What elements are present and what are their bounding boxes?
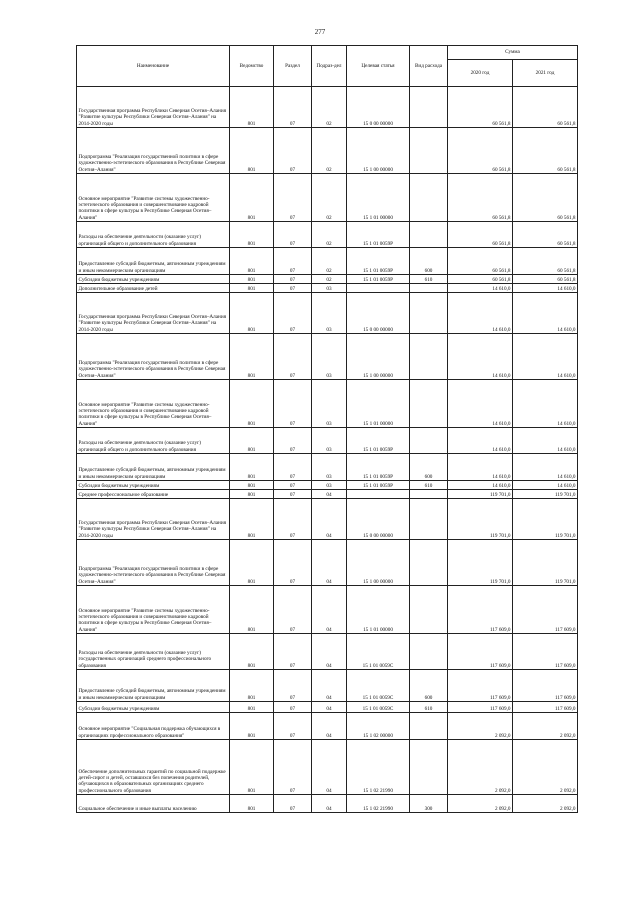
table-row [77,248,578,275]
cell-subsection: 02 [312,87,347,128]
cell-subsection: 04 [312,740,347,795]
cell-section: 07 [274,670,312,702]
cell-expense-type: 610 [410,702,448,713]
cell-department: 801 [230,670,274,702]
cell-expense-type [410,586,448,634]
table-header [77,46,578,87]
cell-amount-2021: 14 610,0 [513,454,578,481]
cell-expense-type [410,284,448,293]
cell-amount-2020: 14 610,0 [448,481,513,490]
cell-section: 07 [274,87,312,128]
cell-name: Социальное обеспечение и иные выплаты населению [77,795,230,813]
cell-subsection: 04 [312,490,347,499]
cell-section: 07 [274,634,312,670]
cell-subsection: 04 [312,713,347,740]
cell-amount-2020: 14 610,0 [448,380,513,428]
cell-amount-2021: 60 561,8 [513,174,578,222]
table-row [77,634,578,670]
cell-subsection: 04 [312,795,347,813]
cell-amount-2020: 117 609,0 [448,586,513,634]
cell-amount-2021: 60 561,8 [513,128,578,174]
header-expense-type: Вид расхода [410,46,448,87]
cell-name: Государственная программа Республики Северная Осетия–Алания "Развитие культуры Республики Северная Осетия–Алания" на 2014-2020 годы [77,499,230,540]
cell-expense-type: 600 [410,248,448,275]
table-row [77,540,578,586]
cell-amount-2020: 60 561,8 [448,222,513,248]
header-name: Наименование [77,46,230,87]
cell-name: Основное мероприятие "Развитие системы художественно-эстетического образования и совершенствование кадровой политики в сфере культуры в Республике Северная Осетия–Алания" [77,586,230,634]
cell-department: 801 [230,713,274,740]
cell-department: 801 [230,540,274,586]
cell-expense-type [410,293,448,334]
cell-subsection: 02 [312,222,347,248]
cell-name: Субсидии бюджетным учреждениям [77,702,230,713]
cell-name: Государственная программа Республики Северная Осетия–Алания "Развитие культуры Республики Северная Осетия–Алания" на 2014-2020 годы [77,87,230,128]
cell-subsection: 02 [312,275,347,284]
cell-name: Государственная программа Республики Северная Осетия–Алания "Развитие культуры Республики Северная Осетия–Алания" на 2014-2020 годы [77,293,230,334]
cell-amount-2021: 14 610,0 [513,428,578,454]
cell-amount-2020: 119 701,0 [448,499,513,540]
cell-amount-2021: 2 092,0 [513,713,578,740]
cell-name: Расходы на обеспечение деятельности (оказание услуг) организаций общего и дополнительного образования [77,428,230,454]
cell-subsection: 03 [312,334,347,380]
cell-section: 07 [274,248,312,275]
cell-amount-2020: 60 561,8 [448,275,513,284]
cell-subsection: 03 [312,481,347,490]
cell-name: Основное мероприятие "Развитие системы художественно-эстетического образования и совершенствование кадровой политики в сфере культуры в Республике Северная Осетия–Алания" [77,174,230,222]
cell-amount-2021: 14 610,0 [513,380,578,428]
cell-expense-type [410,87,448,128]
cell-subsection: 03 [312,284,347,293]
cell-target-item: 15 1 01 0059P [347,248,410,275]
cell-amount-2020: 119 701,0 [448,540,513,586]
cell-department: 801 [230,293,274,334]
cell-department: 801 [230,222,274,248]
cell-section: 07 [274,481,312,490]
cell-section: 07 [274,128,312,174]
cell-department: 801 [230,334,274,380]
cell-amount-2020: 2 092,0 [448,795,513,813]
table-row [77,481,578,490]
cell-amount-2020: 117 609,0 [448,702,513,713]
cell-target-item: 15 1 01 0059P [347,454,410,481]
cell-amount-2020: 14 610,0 [448,293,513,334]
cell-name: Субсидии бюджетным учреждениям [77,275,230,284]
cell-target-item: 15 0 00 00000 [347,87,410,128]
cell-amount-2020: 2 092,0 [448,740,513,795]
cell-target-item: 15 1 01 0059C [347,634,410,670]
cell-amount-2020: 60 561,8 [448,248,513,275]
table-row [77,490,578,499]
cell-target-item: 15 1 02 21990 [347,740,410,795]
cell-amount-2021: 14 610,0 [513,284,578,293]
header-sum: Сумма [448,46,578,60]
cell-section: 07 [274,740,312,795]
cell-name: Субсидии бюджетным учреждениям [77,481,230,490]
cell-department: 801 [230,275,274,284]
cell-amount-2021: 60 561,8 [513,87,578,128]
cell-name: Подпрограмма "Реализация государственной политики в сфере художественно-эстетического образования в Республике Северная Осетия–Алания" [77,128,230,174]
cell-amount-2021: 14 610,0 [513,481,578,490]
cell-amount-2021: 119 701,0 [513,490,578,499]
cell-subsection: 02 [312,248,347,275]
cell-name: Основное мероприятие "Развитие системы художественно-эстетического образования и совершенствование кадровой политики в сфере культуры в Республике Северная Осетия–Алания" [77,380,230,428]
table-row [77,586,578,634]
cell-department: 801 [230,490,274,499]
table-row [77,795,578,813]
cell-amount-2020: 119 701,0 [448,490,513,499]
cell-subsection: 04 [312,540,347,586]
header-subsection: Подраз-дел [312,46,347,87]
header-target-item: Целевая статья [347,46,410,87]
cell-amount-2020: 14 610,0 [448,284,513,293]
cell-target-item [347,284,410,293]
cell-department: 801 [230,499,274,540]
cell-target-item: 15 1 01 0059C [347,702,410,713]
cell-amount-2021: 117 609,0 [513,670,578,702]
cell-name: Обеспечение дополнительных гарантий по социальной поддержке детей-сирот и детей, оставшихся без попечения родителей, обучающихся в образовательных организациях среднего профессионального образования [77,740,230,795]
cell-name: Предоставление субсидий бюджетным, автономным учреждениям и иным некоммерческим организациям [77,248,230,275]
cell-department: 801 [230,428,274,454]
table-row [77,428,578,454]
cell-expense-type [410,174,448,222]
header-department: Ведомство [230,46,274,87]
table-row [77,713,578,740]
cell-department: 801 [230,795,274,813]
cell-target-item: 15 0 00 00000 [347,293,410,334]
cell-expense-type: 600 [410,670,448,702]
cell-target-item: 15 1 00 00000 [347,128,410,174]
cell-amount-2020: 60 561,8 [448,87,513,128]
table-row [77,87,578,128]
cell-expense-type [410,490,448,499]
cell-subsection: 04 [312,634,347,670]
cell-department: 801 [230,740,274,795]
cell-section: 07 [274,586,312,634]
cell-section: 07 [274,174,312,222]
cell-name: Расходы на обеспечение деятельности (оказание услуг) организаций общего и дополнительного образования [77,222,230,248]
cell-amount-2021: 2 092,0 [513,740,578,795]
cell-department: 801 [230,702,274,713]
table-row [77,334,578,380]
cell-section: 07 [274,713,312,740]
cell-expense-type [410,334,448,380]
cell-target-item: 15 1 01 00000 [347,174,410,222]
budget-table [76,45,578,813]
cell-name: Основное мероприятие "Социальная поддержка обучающихся в организациях профессионального образования" [77,713,230,740]
cell-target-item: 15 1 01 00000 [347,586,410,634]
cell-amount-2021: 117 609,0 [513,586,578,634]
cell-expense-type [410,713,448,740]
cell-expense-type: 610 [410,275,448,284]
table-row [77,702,578,713]
cell-target-item: 15 1 01 0059C [347,670,410,702]
cell-amount-2021: 60 561,8 [513,275,578,284]
table-row [77,284,578,293]
cell-target-item: 15 1 02 21990 [347,795,410,813]
cell-subsection: 03 [312,380,347,428]
cell-section: 07 [274,428,312,454]
cell-expense-type [410,380,448,428]
cell-name: Предоставление субсидий бюджетным, автономным учреждениям и иным некоммерческим организациям [77,454,230,481]
cell-name: Предоставление субсидий бюджетным, автономным учреждениям и иным некоммерческим организациям [77,670,230,702]
cell-section: 07 [274,454,312,481]
cell-subsection: 04 [312,702,347,713]
cell-amount-2021: 60 561,8 [513,222,578,248]
cell-subsection: 02 [312,128,347,174]
cell-amount-2020: 14 610,0 [448,428,513,454]
table-row [77,128,578,174]
cell-subsection: 02 [312,174,347,222]
table-row [77,275,578,284]
cell-target-item: 15 1 00 00000 [347,540,410,586]
cell-department: 801 [230,174,274,222]
cell-department: 801 [230,128,274,174]
header-section: Раздел [274,46,312,87]
cell-subsection: 04 [312,499,347,540]
cell-expense-type [410,499,448,540]
table-body [77,87,578,813]
table-row [77,499,578,540]
cell-section: 07 [274,499,312,540]
cell-amount-2020: 14 610,0 [448,454,513,481]
cell-target-item: 15 1 00 00000 [347,334,410,380]
cell-amount-2021: 119 701,0 [513,499,578,540]
cell-section: 07 [274,380,312,428]
cell-department: 801 [230,380,274,428]
cell-subsection: 03 [312,454,347,481]
header-year-2021: 2021 год [513,60,578,87]
cell-amount-2020: 14 610,0 [448,334,513,380]
cell-section: 07 [274,334,312,380]
cell-amount-2020: 117 609,0 [448,634,513,670]
cell-target-item [347,490,410,499]
cell-section: 07 [274,284,312,293]
cell-expense-type [410,428,448,454]
cell-subsection: 04 [312,670,347,702]
cell-section: 07 [274,540,312,586]
cell-amount-2020: 60 561,8 [448,128,513,174]
page-number: 277 [314,28,326,36]
cell-expense-type [410,222,448,248]
table-row [77,670,578,702]
cell-target-item: 15 0 00 00000 [347,499,410,540]
cell-department: 801 [230,284,274,293]
cell-amount-2021: 14 610,0 [513,334,578,380]
cell-department: 801 [230,87,274,128]
cell-amount-2021: 2 092,0 [513,795,578,813]
cell-target-item: 15 1 01 0059P [347,222,410,248]
cell-subsection: 03 [312,428,347,454]
table-row [77,740,578,795]
cell-expense-type [410,634,448,670]
cell-name: Подпрограмма "Реализация государственной политики в сфере художественно-эстетического образования в Республике Северная Осетия–Алания" [77,334,230,380]
cell-department: 801 [230,586,274,634]
cell-name: Расходы на обеспечение деятельности (оказание услуг) государственных организаций среднего профессионального образования [77,634,230,670]
cell-section: 07 [274,702,312,713]
cell-amount-2021: 117 609,0 [513,702,578,713]
cell-department: 801 [230,481,274,490]
table-row [77,174,578,222]
cell-section: 07 [274,795,312,813]
cell-name: Среднее профессиональное образование [77,490,230,499]
cell-amount-2020: 117 609,0 [448,670,513,702]
cell-expense-type [410,128,448,174]
cell-amount-2020: 2 092,0 [448,713,513,740]
cell-target-item: 15 1 01 00000 [347,380,410,428]
table-row [77,380,578,428]
cell-expense-type: 600 [410,454,448,481]
cell-department: 801 [230,248,274,275]
cell-name: Подпрограмма "Реализация государственной политики в сфере художественно-эстетического образования в Республике Северная Осетия–Алания" [77,540,230,586]
cell-target-item: 15 1 01 0059P [347,428,410,454]
cell-department: 801 [230,634,274,670]
cell-amount-2021: 60 561,8 [513,248,578,275]
cell-target-item: 15 1 02 00000 [347,713,410,740]
cell-expense-type [410,740,448,795]
cell-target-item: 15 1 01 0059P [347,275,410,284]
cell-department: 801 [230,454,274,481]
cell-amount-2020: 60 561,8 [448,174,513,222]
table-row [77,454,578,481]
cell-section: 07 [274,293,312,334]
cell-section: 07 [274,490,312,499]
cell-expense-type: 300 [410,795,448,813]
cell-subsection: 03 [312,293,347,334]
table-row [77,222,578,248]
cell-section: 07 [274,222,312,248]
cell-expense-type [410,540,448,586]
cell-expense-type: 610 [410,481,448,490]
cell-amount-2021: 119 701,0 [513,540,578,586]
cell-amount-2021: 117 609,0 [513,634,578,670]
header-year-2020: 2020 год [448,60,513,87]
cell-amount-2021: 14 610,0 [513,293,578,334]
cell-target-item: 15 1 01 0059P [347,481,410,490]
cell-section: 07 [274,275,312,284]
cell-subsection: 04 [312,586,347,634]
table-row [77,293,578,334]
cell-name: Дополнительное образование детей [77,284,230,293]
